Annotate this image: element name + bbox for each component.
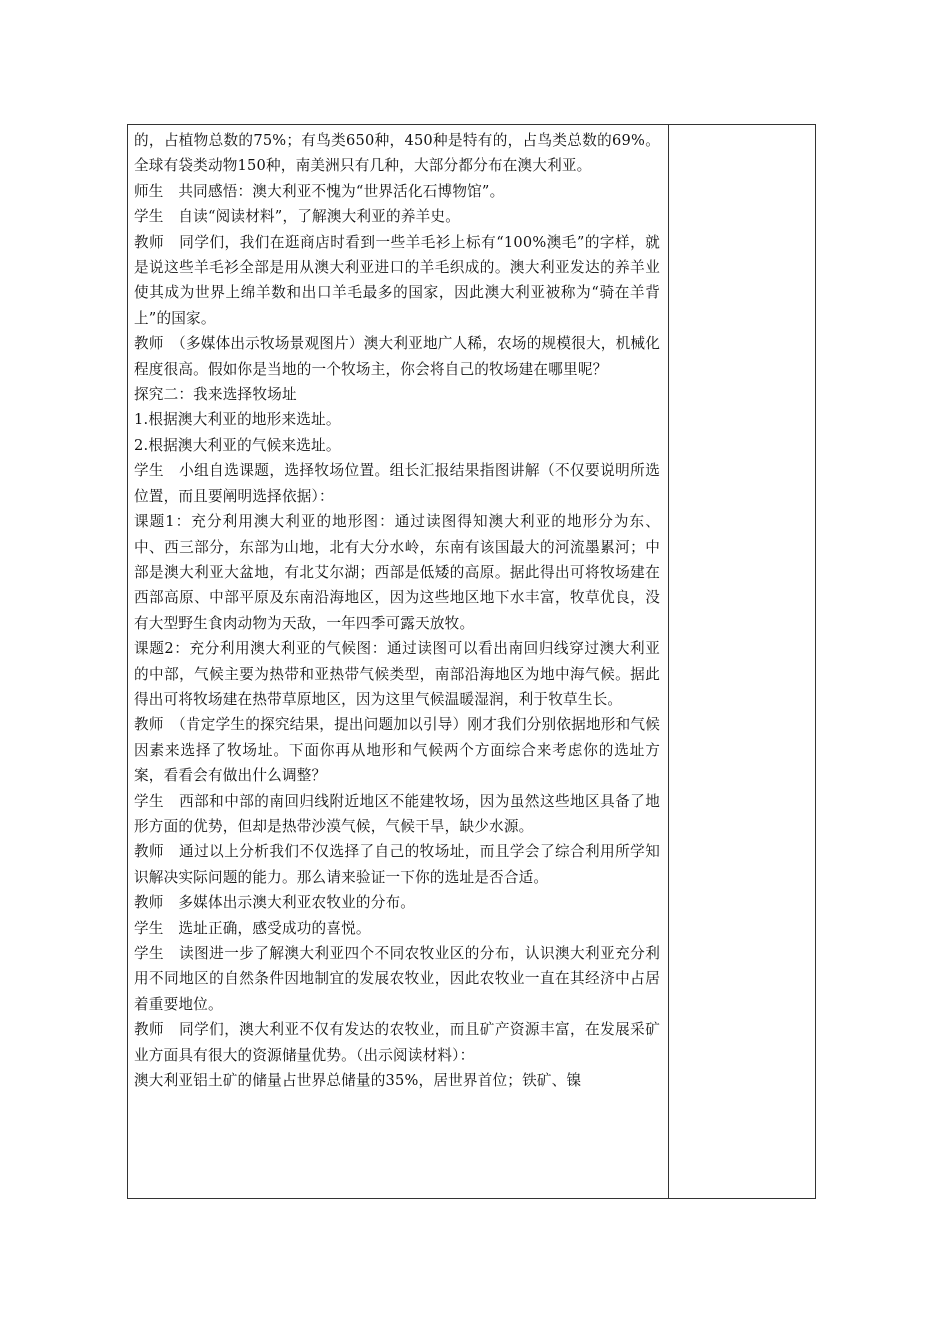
list-item: 2.根据澳大利亚的气候来选址。 (134, 436, 341, 454)
notes-cell (669, 125, 815, 1198)
paragraph: 学生 选址正确，感受成功的喜悦。 (134, 919, 371, 937)
paragraph: 澳大利亚铝土矿的储量占世界总储量的35%，居世界首位；铁矿、镍 (134, 1072, 582, 1090)
paragraph: 学生 小组自选课题，选择牧场位置。组长汇报结果指图讲解（不仅要说明所选位置，而且要阐明选择依据）： (134, 462, 660, 505)
paragraph: 教师 同学们，澳大利亚不仅有发达的农牧业，而且矿产资源丰富，在发展采矿业方面具有很大的资源储量优势。（出示阅读材料）： (134, 1021, 660, 1064)
section-heading: 探究二：我来选择牧场址 (134, 386, 297, 404)
paragraph: 教师 多媒体出示澳大利亚农牧业的分布。 (134, 894, 416, 912)
paragraph: 教师 （肯定学生的探究结果，提出问题加以引导）刚才我们分别依据地形和气候因素来选择了牧场址。下面你再从地形和气候两个方面综合来考虑你的选址方案，看看会有做出什么调整？ (134, 716, 660, 785)
lesson-table (127, 124, 816, 1199)
paragraph: 课题2：充分利用澳大利亚的气候图：通过读图可以看出南回归线穿过澳大利亚的中部，气候主要为热带和亚热带气候类型，南部沿海地区为地中海气候。据此得出可将牧场建在热带草原地区，因为这里气候温暖湿润，利于牧草生长。 (134, 640, 660, 708)
paragraph: 的，占植物总数的75%；有鸟类650种，450种是特有的，占鸟类总数的69%。全球有袋类动物150种，南美洲只有几种，大部分都分布在澳大利亚。 (134, 132, 660, 175)
paragraph: 学生 西部和中部的南回归线附近地区不能建牧场，因为虽然这些地区具备了地形方面的优势，但却是热带沙漠气候，气候干旱，缺少水源。 (134, 792, 660, 835)
paragraph: 教师 通过以上分析我们不仅选择了自己的牧场址，而且学会了综合利用所学知识解决实际问题的能力。那么请来验证一下你的选址是否合适。 (134, 843, 660, 886)
lesson-content-cell (134, 128, 660, 1093)
list-item: 1.根据澳大利亚的地形来选址。 (134, 411, 341, 429)
paragraph: 师生 共同感悟：澳大利亚不愧为“世界活化石博物馆”。 (134, 182, 505, 200)
paragraph: 课题1：充分利用澳大利亚的地形图：通过读图得知澳大利亚的地形分为东、中、西三部分，东部为山地，北有大分水岭，东南有该国最大的河流墨累河；中部是澳大利亚大盆地，有北艾尔湖；西部是低矮的高原。据此得出可将牧场建在西部高原、中部平原及东南沿海地区，因为这些地区地下水丰富，牧草优良，没有大型野生食肉动物为天敌，一年四季可露天放牧。 (134, 513, 660, 632)
paragraph: 学生 自读“阅读材料”，了解澳大利亚的养羊史。 (134, 208, 460, 226)
paragraph: 学生 读图进一步了解澳大利亚四个不同农牧业区的分布，认识澳大利亚充分利用不同地区的自然条件因地制宜的发展农牧业，因此农牧业一直在其经济中占居着重要地位。 (134, 945, 660, 1013)
paragraph: 教师 同学们，我们在逛商店时看到一些羊毛衫上标有“100%澳毛”的字样，就是说这些羊毛衫全部是用从澳大利亚进口的羊毛织成的。澳大利亚发达的养羊业使其成为世界上绵羊数和出口羊毛最多的国家，因此澳大利亚被称为“骑在羊背上”的国家。 (134, 233, 660, 327)
paragraph: 教师 （多媒体出示牧场景观图片）澳大利亚地广人稀，农场的规模很大，机械化程度很高。假如你是当地的一个牧场主，你会将自己的牧场建在哪里呢？ (134, 335, 660, 378)
